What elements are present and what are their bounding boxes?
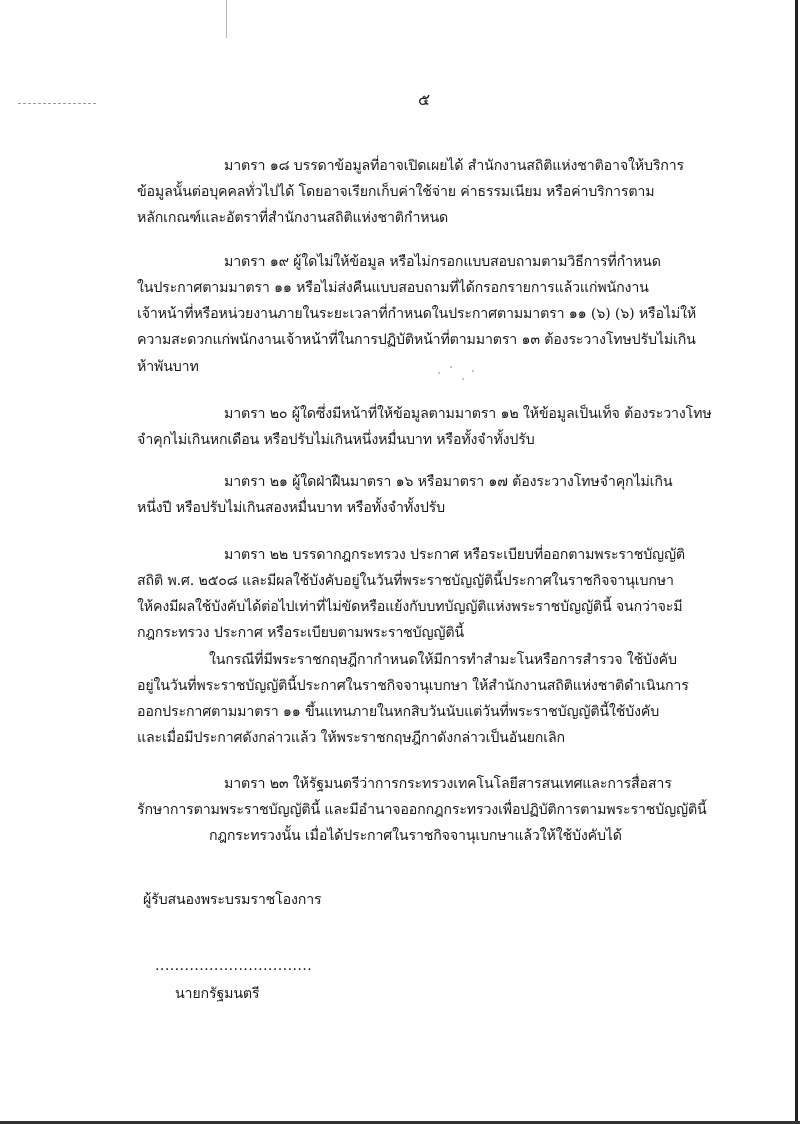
section-23-line-3: กฎกระทรวงนั้น เมื่อได้ประกาศในราชกิจจานุเบกษาแล้วให้ใช้บังคับได้ <box>209 828 622 844</box>
section-20-line-1: มาตรา ๒๐ ผู้ใดซึ่งมีหน้าที่ให้ข้อมูลตามมาตรา ๑๒ ให้ข้อมูลเป็นเท็จ ต้องระวางโทษ <box>224 406 712 422</box>
scan-artifact-line <box>226 0 227 38</box>
section-23-line-2: รักษาการตามพระราชบัญญัตินี้ และมีอำนาจออกกฎกระทรวงเพื่อปฏิบัติการตามพระราชบัญญัตินี้ <box>137 802 707 818</box>
section-18-line-1: มาตรา ๑๘ บรรดาข้อมูลที่อาจเปิดเผยได้ สำนักงานสถิติแห่งชาติอาจให้บริการ <box>224 158 685 174</box>
section-20-line-2: จำคุกไม่เกินหกเดือน หรือปรับไม่เกินหนึ่งหมื่นบาท หรือทั้งจำทั้งปรับ <box>137 432 535 448</box>
section-21-line-2: หนึ่งปี หรือปรับไม่เกินสองหมื่นบาท หรือทั้งจำทั้งปรับ <box>137 500 446 516</box>
section-22-line-5: ในกรณีที่มีพระราชกฤษฎีกากำหนดให้มีการทำสำมะโนหรือการสำรวจ ใช้บังคับ <box>209 652 677 668</box>
section-21-line-1: มาตรา ๒๑ ผู้ใดฝ่าฝืนมาตรา ๑๖ หรือมาตรา ๑๗ ต้องระวางโทษจำคุกไม่เกิน <box>224 474 673 490</box>
section-18-line-3: หลักเกณฑ์และอัตราที่สำนักงานสถิติแห่งชาติกำหนด <box>137 210 449 226</box>
scan-border-right <box>795 0 798 1124</box>
section-22-line-6: อยู่ในวันที่พระราชบัญญัตินี้ประกาศในราชกิจจานุเบกษา ให้สำนักงานสถิติแห่งชาติดำเนินการ <box>137 678 689 694</box>
section-22-line-4: กฎกระทรวง ประกาศ หรือระเบียบตามพระราชบัญญัตินี้ <box>137 625 464 641</box>
page-number: ๕ <box>418 90 431 109</box>
section-18-line-2: ข้อมูลนั้นต่อบุคคลทั่วไปได้ โดยอาจเรียกเก็บค่าใช้จ่าย ค่าธรรมเนียม หรือค่าบริการตาม <box>137 184 655 200</box>
section-19-line-1: มาตรา ๑๙ ผู้ใดไม่ให้ข้อมูล หรือไม่กรอกแบบสอบถามตามวิธีการที่กำหนด <box>224 254 661 270</box>
scan-specks <box>436 362 480 386</box>
signatory-title: นายกรัฐมนตรี <box>175 986 260 1002</box>
section-22-line-3: ให้คงมีผลใช้บังคับได้ต่อไปเท่าที่ไม่ขัดหรือแย้งกับบทบัญญัติแห่งพระราชบัญญัตินี้ จนกว่าจะมี <box>137 599 683 615</box>
section-19-line-3: เจ้าหน้าที่หรือหน่วยงานภายในระยะเวลาที่กำหนดในประกาศตามมาตรา ๑๑ (๖) (๖) หรือไม่ให้ <box>137 306 697 322</box>
section-22-line-7: ออกประกาศตามมาตรา ๑๑ ขึ้นแทนภายในหกสิบวันนับแต่วันที่พระราชบัญญัตินี้ใช้บังคับ <box>137 704 660 720</box>
section-23-line-1: มาตรา ๒๓ ให้รัฐมนตรีว่าการกระทรวงเทคโนโลยีสารสนเทศและการสื่อสาร <box>224 776 672 792</box>
section-19-line-4: ความสะดวกแก่พนักงานเจ้าหน้าที่ในการปฏิบัติหน้าที่ตามมาตรา ๑๓ ต้องระวางโทษปรับไม่เกิน <box>137 332 696 348</box>
countersign-label: ผู้รับสนองพระบรมราชโองการ <box>143 892 322 908</box>
section-22-line-2: สถิติ พ.ศ. ๒๕๐๘ และมีผลใช้บังคับอยู่ในวันที่พระราชบัญญัตินี้ประกาศในราชกิจจานุเบกษา <box>137 573 674 589</box>
section-19-line-5: ห้าพันบาท <box>137 359 199 375</box>
signature-line: ................................ <box>155 958 313 974</box>
scan-artifact-dashes <box>18 103 96 104</box>
section-19-line-2: ในประกาศตามมาตรา ๑๑ หรือไม่ส่งคืนแบบสอบถามที่ได้กรอกรายการแล้วแก่พนักงาน <box>137 280 649 296</box>
section-22-line-1: มาตรา ๒๒ บรรดากฎกระทรวง ประกาศ หรือระเบียบที่ออกตามพระราชบัญญัติ <box>224 547 685 563</box>
section-22-line-8: และเมื่อมีประกาศดังกล่าวแล้ว ให้พระราชกฤษฎีกาดังกล่าวเป็นอันยกเลิก <box>137 730 565 746</box>
